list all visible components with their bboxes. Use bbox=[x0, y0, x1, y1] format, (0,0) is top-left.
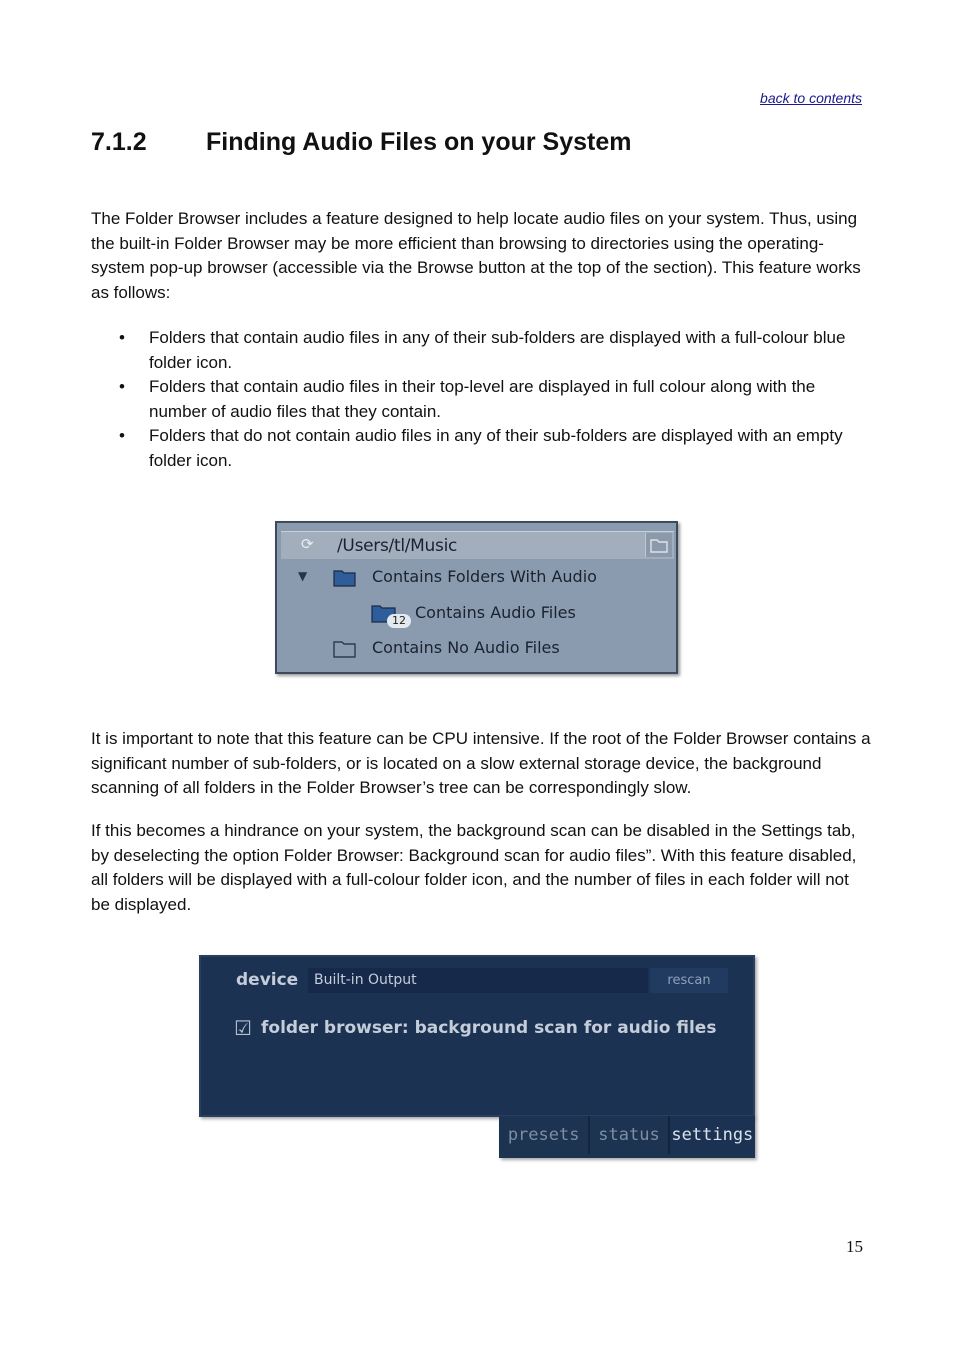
device-select[interactable]: Built-in Output bbox=[308, 968, 648, 993]
refresh-icon[interactable]: ⟳ bbox=[301, 535, 314, 553]
back-to-contents-link[interactable]: back to contents bbox=[760, 90, 862, 106]
folder-row-label[interactable]: Contains Folders With Audio bbox=[372, 567, 597, 586]
tab-settings[interactable]: settings bbox=[670, 1116, 755, 1154]
rescan-button[interactable]: rescan bbox=[650, 968, 728, 993]
audio-count-badge: 12 bbox=[387, 614, 411, 628]
expand-triangle-icon[interactable]: ▼ bbox=[298, 569, 308, 583]
disable-scan-paragraph: If this becomes a hindrance on your system, the background scan can be disabled in the Settings tab, by deselecting the option Folder Browser: Background scan for audio files”. With this feature disabled, all folders will be displayed with a full-colour folder icon, and the number of files in each folder will not be displayed. bbox=[91, 821, 857, 914]
browse-folder-button[interactable] bbox=[645, 533, 672, 557]
folder-row-label[interactable]: Contains Audio Files bbox=[415, 603, 576, 622]
section-number: 7.1.2 bbox=[91, 128, 147, 156]
feature-list bbox=[91, 326, 851, 473]
list-item: • Folders that contain audio files in any of their sub-folders are displayed with a full-colour blue folder icon. bbox=[119, 328, 846, 372]
cpu-note-paragraph: It is important to note that this feature can be CPU intensive. If the root of the Folder Browser contains a significant number of sub-folders, or is located on a slow external storage device, the background scanning of all folders in the Folder Browser’s tree can be correspondingly slow. bbox=[91, 729, 871, 797]
folder-filled-icon bbox=[333, 569, 357, 587]
device-label: device bbox=[236, 970, 299, 990]
list-item: • Folders that contain audio files in their top-level are displayed in full colour along with the number of audio files that they contain. bbox=[119, 377, 816, 421]
section-heading bbox=[91, 128, 632, 157]
path-bar bbox=[281, 531, 674, 559]
folder-row-label[interactable]: Contains No Audio Files bbox=[372, 638, 560, 657]
page-number: 15 bbox=[846, 1237, 863, 1256]
section-title: Finding Audio Files on your System bbox=[206, 128, 632, 156]
background-scan-checkbox-label[interactable]: folder browser: background scan for audio files bbox=[261, 1018, 717, 1038]
tab-presets[interactable]: presets bbox=[499, 1116, 590, 1154]
settings-panel-figure bbox=[199, 955, 755, 1117]
folder-browser-figure bbox=[275, 521, 678, 674]
tab-status[interactable]: status bbox=[590, 1116, 669, 1154]
checkbox-checked-icon[interactable]: ☑ bbox=[234, 1016, 252, 1040]
folder-empty-icon bbox=[333, 640, 357, 658]
list-item: • Folders that do not contain audio files in any of their sub-folders are displayed with an empty folder icon. bbox=[119, 426, 843, 470]
folder-icon bbox=[646, 533, 672, 557]
panel-tabs bbox=[499, 1116, 755, 1158]
folder-path: /Users/tl/Music bbox=[337, 536, 458, 556]
intro-paragraph: The Folder Browser includes a feature designed to help locate audio files on your system. Thus, using the built-in Folder Browser may be more efficient than browsing to directories using the operating-system pop-up browser (accessible via the Browse button at the top of the section). This feature works as follows: bbox=[91, 209, 861, 302]
